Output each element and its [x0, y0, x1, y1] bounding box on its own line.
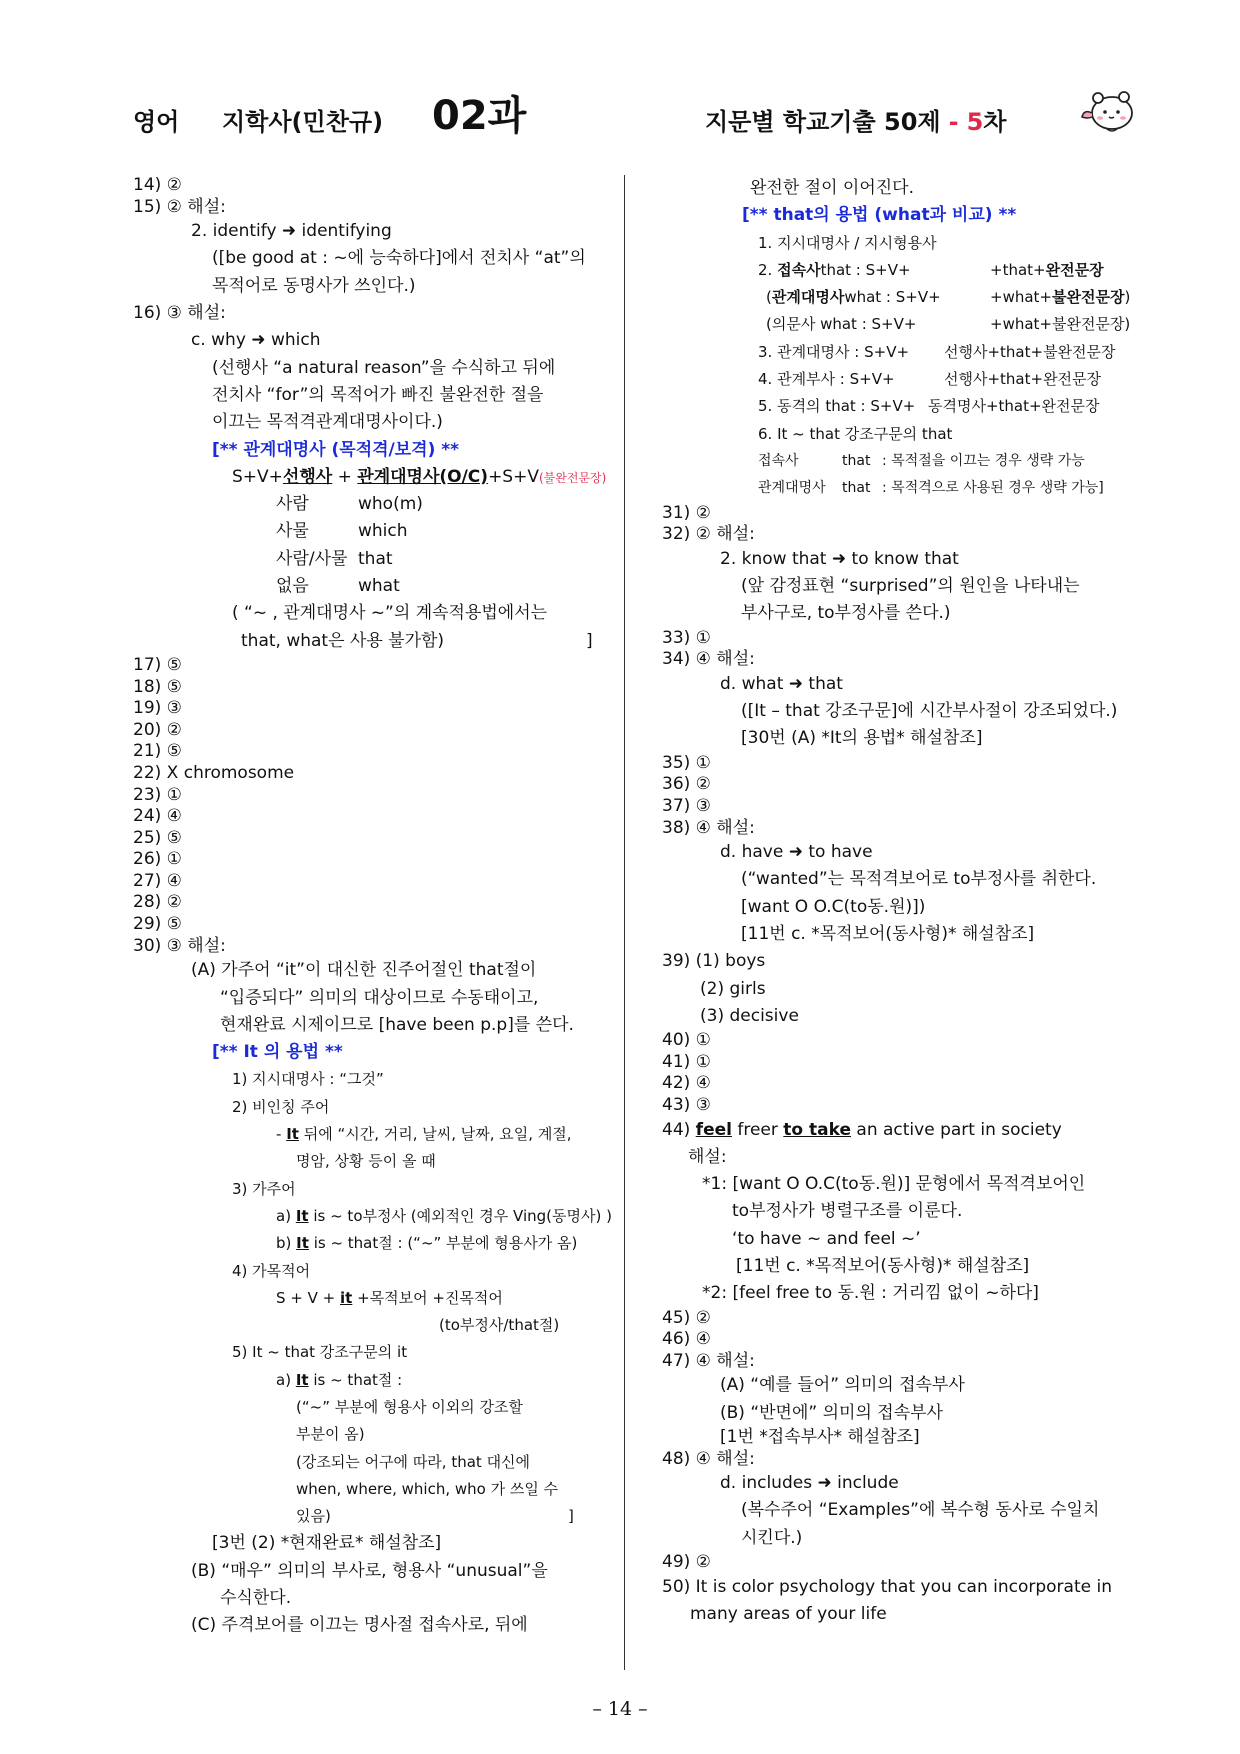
answer-34: 34) ④ 해설:	[662, 649, 755, 670]
grammar-part: +that+	[990, 260, 1046, 279]
bear-mascot-icon	[1078, 86, 1138, 136]
grammar-row-value: what	[358, 576, 400, 597]
lesson-number: 02과	[432, 93, 527, 139]
grammar-part: 뒤에 “시간, 거리, 날씨, 날짜, 요일, 계절,	[298, 1125, 572, 1144]
grammar-part: : 목적절을 이끄는 경우 생략 가능	[882, 452, 1085, 469]
answer-46: 46) ④	[662, 1329, 711, 1350]
explanation-line: 2. identify ➜ identifying	[191, 221, 392, 242]
grammar-row-value: which	[358, 521, 408, 542]
grammar-row	[133, 518, 613, 545]
answer-44	[662, 1117, 1132, 1144]
answer-keyword: to take	[783, 1119, 851, 1140]
answer-30: 30) ③ 해설:	[133, 935, 226, 956]
grammar-part: 선행사+that+완전문장	[944, 370, 1102, 389]
explanation-line: (“wanted”는 목적격보어로 to부정사를 취한다.	[741, 869, 1097, 890]
grammar-item: 2) 비인칭 주어	[232, 1097, 330, 1116]
grammar-row-label: 사람	[276, 494, 309, 515]
answer-21: 21) ⑤	[133, 741, 182, 762]
grammar-part: 있음)	[296, 1507, 331, 1526]
grammar-row-label: 사람/사물	[276, 548, 348, 569]
answer-part: an active part in society	[851, 1119, 1062, 1140]
answer-42: 42) ④	[662, 1073, 711, 1094]
grammar-item: 4) 가목적어	[232, 1261, 311, 1280]
grammar-row-value: that	[358, 548, 393, 569]
answer-25: 25) ⑤	[133, 827, 182, 848]
grammar-part: )	[1124, 288, 1131, 307]
answer-33: 33) ①	[662, 627, 711, 648]
grammar-part: 4. 관계부사 : S+V+	[758, 370, 895, 389]
answer-36: 36) ②	[662, 774, 711, 795]
grammar-keyword: 불완전문장	[1052, 288, 1125, 307]
answer-37: 37) ③	[662, 795, 711, 816]
answer-15: 15) ② 해설:	[133, 196, 226, 217]
grammar-item: 1. 지시대명사 / 지시형용사	[758, 233, 937, 252]
answer-20: 20) ②	[133, 719, 182, 740]
grammar-formula	[133, 464, 613, 491]
formula-part: S+V+	[232, 466, 283, 487]
explanation-line: [want O O.C(to동.원)])	[741, 896, 926, 917]
column-divider	[624, 175, 625, 1670]
grammar-item: when, where, which, who 가 쓰일 수	[296, 1479, 559, 1498]
grammar-keyword: It	[296, 1234, 309, 1253]
answer-47: 47) ④ 해설:	[662, 1350, 755, 1371]
worksheet-title	[705, 102, 1006, 137]
explanation-line: 부사구로, to부정사를 쓴다.)	[741, 603, 951, 624]
explanation-line: (A) “예를 들어” 의미의 접속부사	[720, 1375, 965, 1396]
formula-relative-pronoun: 관계대명사(O/C)	[357, 466, 489, 487]
explanation-line: (C) 주격보어를 이끄는 명사절 접속사로, 뒤에	[191, 1615, 528, 1636]
textbook-label: 지학사(민찬규)	[222, 108, 384, 136]
explanation-label: 해설:	[688, 1146, 727, 1167]
explanation-line: to부정사가 병렬구조를 이룬다.	[732, 1201, 963, 1222]
answer-22: 22) X chromosome	[133, 762, 295, 783]
grammar-item	[133, 1203, 613, 1230]
explanation-line: 완전한 절이 이어진다.	[750, 178, 915, 198]
explanation-line: (앞 감정표현 “surprised”의 원인을 나타내는	[741, 576, 1080, 597]
explanation-line: 수식한다.	[220, 1588, 292, 1609]
explanation-line: ([be good at : ~에 능숙하다]에서 전치사 “at”의	[212, 248, 586, 269]
grammar-part: 2.	[758, 260, 778, 279]
formula-part: +	[332, 466, 358, 487]
grammar-part: +what+불완전문장)	[990, 315, 1131, 334]
grammar-part: S + V +	[276, 1288, 340, 1307]
explanation-line: ‘to have ~ and feel ~’	[732, 1228, 921, 1249]
grammar-part: a)	[276, 1370, 296, 1389]
grammar-item	[133, 1230, 613, 1257]
grammar-part: +목적보어 +진목적어	[352, 1288, 503, 1307]
grammar-item	[662, 393, 1132, 420]
grammar-item	[662, 311, 1132, 338]
explanation-line: d. includes ➜ include	[720, 1473, 899, 1494]
reference-note: [3번 (2) *현재완료* 해설참조]	[212, 1533, 442, 1554]
grammar-keyword: It	[286, 1125, 299, 1144]
answer-48: 48) ④ 해설:	[662, 1448, 755, 1469]
grammar-box-heading: [** 관계대명사 (목적격/보격) **	[212, 439, 460, 460]
left-column	[133, 175, 613, 1640]
answer-14: 14) ②	[133, 175, 182, 195]
explanation-line: 2. know that ➜ to know that	[720, 548, 959, 569]
answer-40: 40) ①	[662, 1030, 711, 1051]
subject-label: 영어	[133, 108, 180, 136]
grammar-row-label: 없음	[276, 576, 309, 597]
grammar-item: 명암, 상황 등이 올 때	[296, 1152, 436, 1171]
reference-note: [11번 c. *목적보어(동사형)* 해설참조]	[736, 1256, 1030, 1277]
answer-part: freer	[731, 1119, 784, 1140]
grammar-keyword: 완전문장	[1045, 260, 1104, 279]
grammar-part: -	[276, 1125, 287, 1144]
title-dash: -	[948, 108, 959, 136]
grammar-part: (의문사 what : S+V+	[766, 315, 917, 334]
grammar-part: is ~ that절 : (“~” 부분에 형용사가 옴)	[308, 1234, 578, 1253]
grammar-keyword: 관계대명사	[771, 288, 845, 307]
explanation-line: *2: [feel free to 동.원 : 거리낌 없이 ~하다]	[702, 1283, 1039, 1304]
explanation-line: “입증되다” 의미의 대상이므로 수동태이고,	[220, 987, 539, 1008]
explanation-line: c. why ➜ which	[191, 330, 321, 351]
explanation-line: (B) “반면에” 의미의 접속부사	[720, 1402, 943, 1423]
answer-number: 44)	[662, 1119, 696, 1140]
reference-note: [1번 *접속부사* 해설참조]	[720, 1427, 920, 1447]
grammar-part: 관계대명사	[758, 480, 826, 497]
explanation-line: 시킨다.)	[741, 1527, 803, 1548]
grammar-part: 접속사	[758, 452, 799, 469]
grammar-keyword: It	[295, 1370, 309, 1389]
formula-antecedent: 선행사	[282, 466, 333, 487]
grammar-item: 3) 가주어	[232, 1179, 296, 1198]
explanation-line: 현재완료 시제이므로 [have been p.p]를 쓴다.	[220, 1014, 574, 1035]
explanation-line: ([It – that 강조구문]에 시간부사절이 강조되었다.)	[741, 701, 1118, 722]
answer-27: 27) ④	[133, 870, 182, 891]
grammar-item: (“~” 부분에 형용사 이외의 강조할	[296, 1398, 523, 1416]
explanation-line: d. have ➜ to have	[720, 842, 873, 863]
grammar-row	[133, 573, 613, 600]
grammar-item	[662, 475, 1132, 502]
answer-38: 38) ④ 해설:	[662, 817, 755, 838]
grammar-part: 선행사+that+불완전문장	[944, 342, 1116, 361]
answer-18: 18) ⑤	[133, 676, 182, 697]
grammar-item: 1) 지시대명사 : “그것”	[232, 1070, 384, 1089]
grammar-item	[662, 339, 1132, 366]
answer-32: 32) ② 해설:	[662, 524, 755, 545]
grammar-part: 5. 동격의 that : S+V+	[758, 397, 916, 416]
grammar-item	[133, 1121, 613, 1148]
grammar-part: 동격명사+that+완전문장	[928, 397, 1100, 416]
grammar-item	[662, 257, 1132, 284]
reference-note: [11번 c. *목적보어(동사형)* 해설참조]	[741, 923, 1035, 944]
answer-41: 41) ①	[662, 1051, 711, 1072]
grammar-item: (강조되는 어구에 따라, that 대신에	[296, 1452, 531, 1471]
answer-50: 50) It is color psychology that you can incorporate in	[662, 1576, 1112, 1597]
grammar-part: 3. 관계대명사 : S+V+	[758, 342, 910, 361]
round-number: 5	[966, 108, 984, 136]
bracket-close: ]	[568, 1507, 574, 1526]
grammar-item	[662, 448, 1132, 475]
answer-17: 17) ⑤	[133, 654, 182, 675]
grammar-row-label: 사물	[276, 521, 309, 542]
grammar-part: that	[842, 452, 871, 469]
round-suffix: 차	[983, 108, 1007, 136]
explanation-line: d. what ➜ that	[720, 673, 843, 694]
answer-23: 23) ①	[133, 784, 182, 805]
answer-19: 19) ③	[133, 698, 182, 719]
page-header	[0, 76, 1240, 146]
grammar-part: +what+	[990, 288, 1052, 307]
explanation-line: (선행사 “a natural reason”을 수식하고 뒤에	[212, 357, 556, 378]
grammar-row	[133, 491, 613, 518]
grammar-box-heading: [** It 의 용법 **	[212, 1042, 343, 1063]
answer-35: 35) ①	[662, 752, 711, 773]
grammar-item: (to부정사/that절)	[439, 1316, 560, 1335]
answer-39-part: (3) decisive	[700, 1005, 799, 1026]
reference-note: [30번 (A) *It의 용법* 해설참조]	[741, 728, 983, 749]
grammar-row	[133, 546, 613, 573]
answer-45: 45) ②	[662, 1307, 711, 1328]
explanation-line: (A) 가주어 “it”이 대신한 진주어절인 that절이	[191, 960, 537, 981]
explanation-line: 전치사 “for”의 목적어가 빠진 불완전한 절을	[212, 384, 544, 405]
explanation-line: *1: [want O O.C(to동.원)] 문형에서 목적격보어인	[702, 1174, 1086, 1195]
bracket-close: ]	[586, 630, 593, 651]
answer-29: 29) ⑤	[133, 914, 182, 935]
page-number: – 14 –	[592, 1698, 648, 1720]
grammar-box-heading: [** that의 용법 (what과 비교) **	[742, 205, 1017, 226]
grammar-keyword: It	[295, 1206, 309, 1225]
answer-26: 26) ①	[133, 849, 182, 870]
grammar-note: ( “~ , 관계대명사 ~”의 계속적용법에서는	[232, 603, 548, 624]
grammar-item: 부분이 옴)	[296, 1425, 365, 1444]
grammar-part: that : S+V+	[820, 260, 911, 279]
grammar-part: : 목적격으로 사용된 경우 생략 가능]	[882, 480, 1104, 497]
explanation-line: 이끄는 목적격관계대명사이다.)	[212, 412, 443, 433]
formula-note: (불완전문장)	[538, 470, 607, 485]
grammar-item	[133, 1503, 613, 1530]
grammar-note-text: that, what은 사용 불가함)	[241, 630, 445, 651]
grammar-item: 5) It ~ that 강조구문의 it	[232, 1343, 408, 1362]
grammar-item	[133, 1367, 613, 1394]
grammar-part: b)	[276, 1234, 297, 1253]
right-column	[662, 175, 1132, 1628]
grammar-part: is ~ to부정사 (예외적인 경우 Ving(동명사) )	[308, 1206, 612, 1225]
answer-39: 39) (1) boys	[662, 951, 766, 972]
grammar-keyword: 접속사	[777, 260, 821, 279]
explanation-line: 목적어로 동명사가 쓰인다.)	[212, 275, 416, 296]
grammar-part: (	[766, 288, 772, 307]
grammar-part: is ~ that절 :	[308, 1370, 403, 1389]
answer-50-continued: many areas of your life	[690, 1603, 887, 1624]
answer-16: 16) ③ 해설:	[133, 303, 226, 324]
grammar-keyword: it	[340, 1288, 353, 1307]
grammar-item	[662, 284, 1132, 311]
answer-keyword: feel	[695, 1119, 732, 1140]
answer-31: 31) ②	[662, 502, 711, 523]
answer-39-part: (2) girls	[700, 978, 766, 999]
answer-28: 28) ②	[133, 892, 182, 913]
answer-43: 43) ③	[662, 1094, 711, 1115]
grammar-item: 6. It ~ that 강조구문의 that	[758, 424, 953, 443]
formula-part: +S+V	[488, 466, 539, 487]
grammar-row-value: who(m)	[358, 494, 423, 515]
grammar-part: that	[842, 480, 871, 497]
grammar-part: a)	[276, 1206, 296, 1225]
explanation-line: (B) “매우” 의미의 부사로, 형용사 “unusual”을	[191, 1560, 548, 1581]
title-text: 지문별 학교기출 50제	[705, 108, 941, 136]
grammar-note	[133, 628, 613, 655]
grammar-item	[662, 366, 1132, 393]
answer-24: 24) ④	[133, 806, 182, 827]
answer-49: 49) ②	[662, 1552, 711, 1573]
grammar-item	[133, 1285, 613, 1312]
grammar-part: what : S+V+	[844, 288, 941, 307]
explanation-line: (복수주어 “Examples”에 복수형 동사로 수일치	[741, 1500, 1100, 1521]
